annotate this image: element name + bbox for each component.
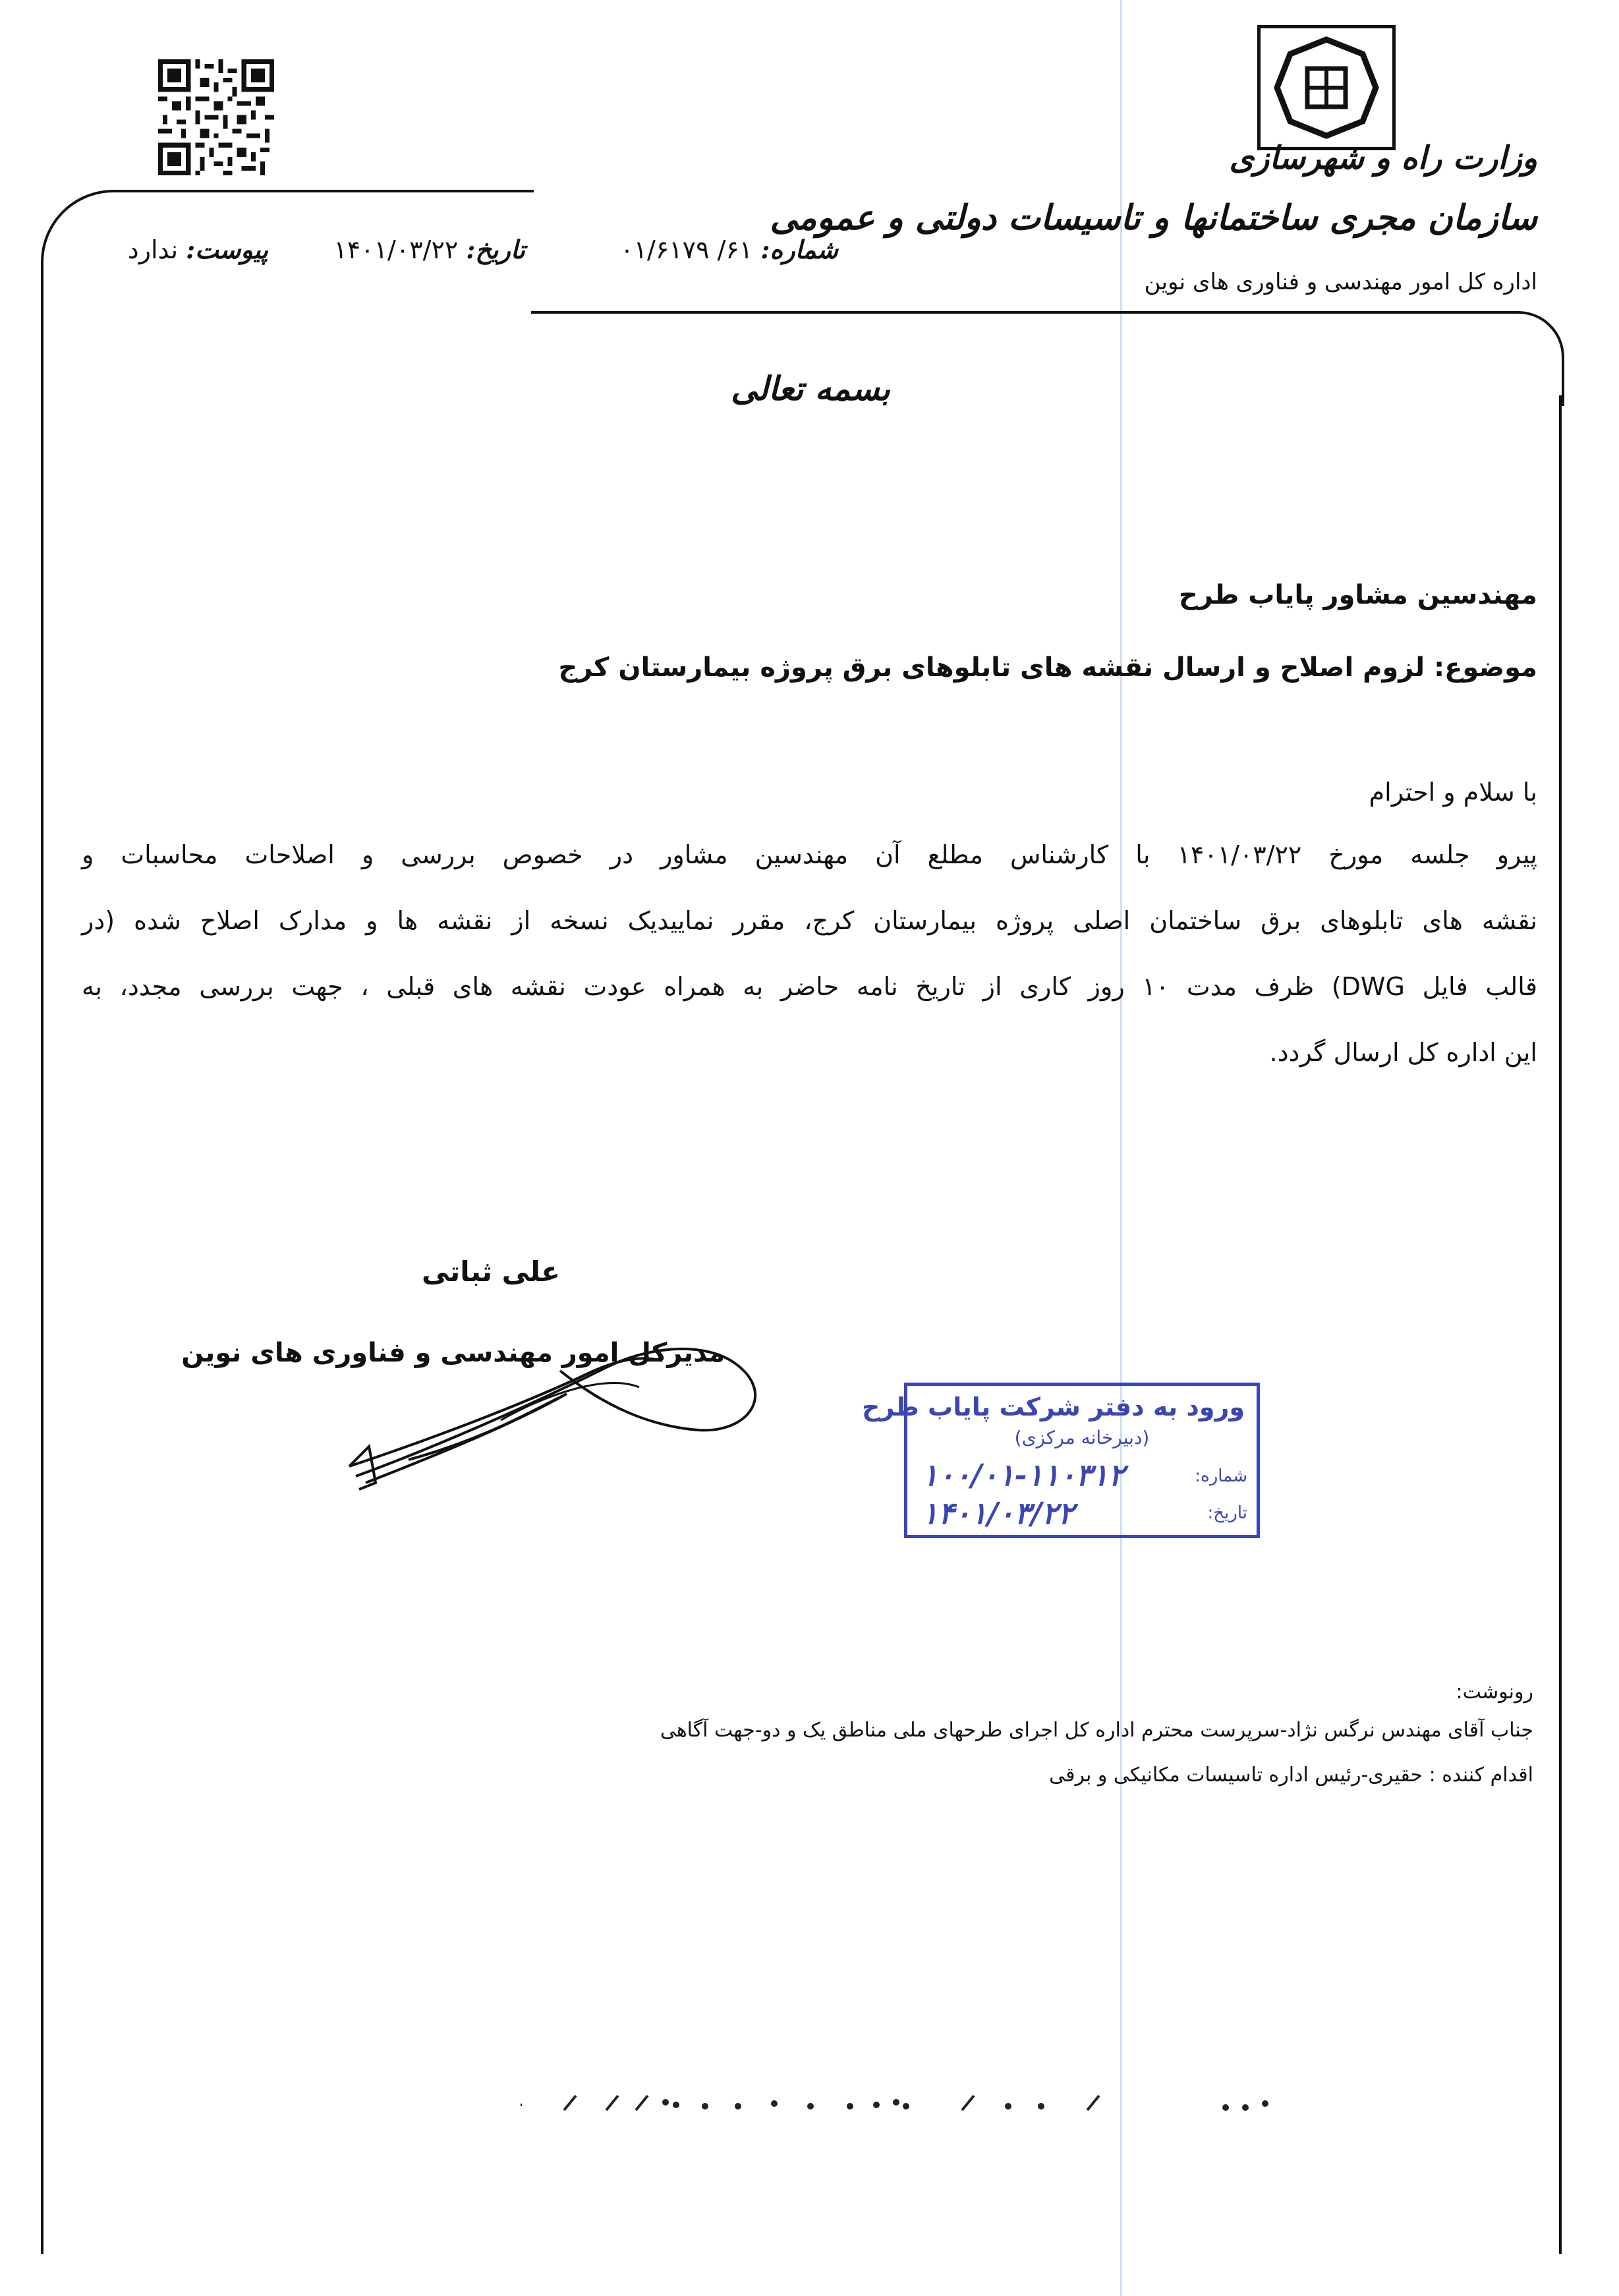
- stamp-number-value: ۱۰۰/۰۱-۱۱۰۳۱۲: [922, 1457, 1125, 1493]
- letterhead-frame-top-left: [41, 190, 534, 351]
- letter-attachment-label: پیوست:: [186, 235, 268, 264]
- letter-number: [620, 235, 838, 264]
- ministry-name: وزارت راه و شهرسازی: [1229, 140, 1537, 177]
- footer-marks: [507, 2090, 1298, 2117]
- letterhead-header-line: [531, 311, 1500, 314]
- received-stamp: [861, 1383, 1260, 1538]
- copies-line-2: اقدام کننده : حقیری-رئیس اداره تاسیسات مکانیکی و برقی: [1049, 1764, 1533, 1787]
- ministry-logo-icon: [1257, 25, 1396, 150]
- qr-code-icon: [158, 59, 274, 175]
- department-name: اداره کل امور مهندسی و فناوری های نوین: [1144, 269, 1537, 295]
- greeting: با سلام و احترام: [1369, 778, 1537, 807]
- letter-date: [333, 235, 525, 264]
- letter-number-value: ۶۱/ ۰۱/۶۱۷۹: [620, 235, 753, 264]
- stamp-subtitle: (دبیرخانه مرکزی): [1014, 1427, 1150, 1449]
- letter-date-label: تاریخ:: [466, 235, 525, 264]
- basmala: بسمه تعالی: [731, 369, 890, 408]
- organization-name: سازمان مجری ساختمانها و تاسیسات دولتی و عمومی: [770, 198, 1537, 238]
- body-line-2: نقشه های تابلوهای برق ساختمان اصلی پروژه بیمارستان کرج، مقرر نمایید‌یک نسخه از نقشه ها و مدارک اصلاح شده (در: [82, 906, 1537, 935]
- handwritten-signature-icon: [329, 1315, 804, 1499]
- copies-line-1: جناب آقای مهندس نرگس نژاد-سرپرست محترم اداره کل اجرای طرحهای ملی مناطق یک و دو-جهت آگاهی: [660, 1719, 1533, 1742]
- subject: موضوع: لزوم اصلاح و ارسال نقشه های تابلوهای برق پروژه بیمارستان کرج: [558, 652, 1537, 683]
- letter-attachment-value: ندارد: [127, 235, 179, 264]
- stamp-number-label: شماره:: [1195, 1466, 1247, 1486]
- letter-date-value: ۱۴۰۱/۰۳/۲۲: [333, 235, 459, 264]
- scan-fold-line: [1120, 0, 1122, 2296]
- stamp-date-value: ۱۴۰۱/۰۳/۲۲: [922, 1495, 1075, 1531]
- recipient: مهندسین مشاور پایاب طرح: [1178, 580, 1537, 610]
- stamp-date-label: تاریخ:: [1207, 1503, 1247, 1523]
- letterhead-frame-right: [1559, 395, 1562, 2254]
- body-line-4: این اداره کل ارسال گردد.: [1269, 1038, 1537, 1067]
- letter-attachment: [128, 235, 268, 264]
- body-line-1: پیرو جلسه مورخ ۱۴۰۱/۰۳/۲۲ با کارشناس مطلع آن مهندسین مشاور در خصوص بررسی و اصلاحات محاسبات و: [82, 840, 1537, 869]
- signer-name: علی ثباتی: [422, 1255, 560, 1288]
- letter-number-label: شماره:: [760, 235, 838, 264]
- stamp-title: ورود به دفتر شرکت پایاب طرح: [861, 1392, 1245, 1421]
- signer-title: مدیرکل امور مهندسی و فناوری های نوین: [181, 1338, 725, 1368]
- body-line-3: قالب فایل DWG) ظرف مدت ۱۰ روز کاری از تاریخ نامه حاضر به همراه عودت نقشه های قبلی ، جهت بررسی مجدد، به: [82, 972, 1537, 1001]
- copies-title: رونوشت:: [1456, 1680, 1533, 1704]
- letterhead-frame-left: [41, 343, 43, 2254]
- letterhead-frame-top-right: [1496, 311, 1564, 406]
